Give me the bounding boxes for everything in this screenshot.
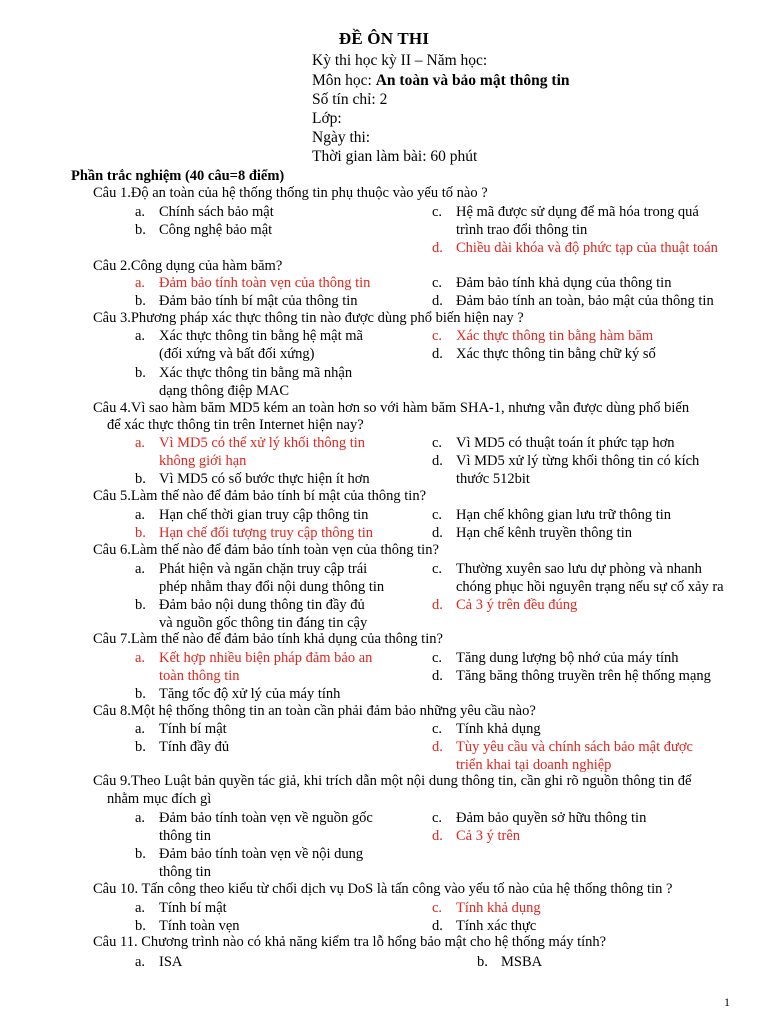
option-text: Đảm bảo tính an toàn, bảo mật của thông tin xyxy=(456,293,714,309)
option-text: Tính bí mật xyxy=(159,900,227,916)
option-letter: d. xyxy=(432,918,443,934)
option-letter: a. xyxy=(135,204,146,220)
question-text: Câu 3.Phương pháp xác thực thông tin nào được dùng phổ biến hiện nay ? xyxy=(93,310,524,326)
option-text: Đảm bảo tính khả dụng của thông tin xyxy=(456,275,672,291)
option-text: Vì MD5 xử lý từng khối thông tin có kích thước 512bit xyxy=(456,453,700,487)
question-text: Câu 5.Làm thế nào để đảm bảo tính bí mật của thông tin? xyxy=(93,488,427,504)
option-letter: b. xyxy=(135,846,146,862)
document-title: ĐỀ ÔN THI xyxy=(338,29,430,48)
option-letter: b. xyxy=(477,954,488,970)
option-letter: c. xyxy=(432,275,443,291)
option-text: Vì MD5 có thể xử lý khối thông tin không giới hạn xyxy=(159,435,366,469)
option-text: Cả 3 ý trên xyxy=(456,828,521,844)
option-text: Tính khả dụng xyxy=(456,721,541,737)
option-letter: a. xyxy=(135,721,146,737)
option-letter: a. xyxy=(135,561,146,577)
option-text: Hạn chế đối tượng truy cập thông tin xyxy=(159,525,374,541)
option-text: Phát hiện và ngăn chặn truy cập trái phép nhằm thay đổi nội dung thông tin xyxy=(159,561,385,595)
option-letter: d. xyxy=(432,453,443,469)
option-text: Tăng dung lượng bộ nhớ của máy tính xyxy=(456,650,679,666)
option-text: Công nghệ bảo mật xyxy=(159,222,273,238)
date-line: Ngày thi: xyxy=(312,129,371,146)
option-text: Tăng băng thông truyền trên hệ thống mạng xyxy=(456,668,711,684)
question-text: Câu 11. Chương trình nào có khả năng kiểm tra lỗ hổng bảo mật cho hệ thống máy tính? xyxy=(93,934,607,950)
option-letter: d. xyxy=(432,668,443,684)
option-text: Đảm bảo tính bí mật của thông tin xyxy=(159,293,358,309)
option-letter: b. xyxy=(135,525,146,541)
option-text: Xác thực thông tin bằng hàm băm xyxy=(456,328,654,344)
exam-info: Kỳ thi học kỳ II – Năm học: xyxy=(312,52,488,69)
option-letter: b. xyxy=(135,686,146,702)
question-text: Câu 1.Độ an toàn của hệ thống thống tin phụ thuộc vào yếu tố nào ? xyxy=(93,185,488,201)
option-text: Vì MD5 có số bước thực hiện ít hơn xyxy=(159,471,370,487)
option-letter: a. xyxy=(135,435,146,451)
option-text: Vì MD5 có thuật toán ít phức tạp hơn xyxy=(456,435,675,451)
option-text: Thường xuyên sao lưu dự phòng và nhanh chóng phục hồi nguyên trạng nếu sự cố xảy ra xyxy=(456,561,724,595)
option-letter: d. xyxy=(432,525,443,541)
question-text: Câu 6.Làm thế nào để đảm bảo tính toàn vẹn của thông tin? xyxy=(93,542,439,558)
option-letter: c. xyxy=(432,435,443,451)
option-text: Tính đầy đủ xyxy=(159,739,230,755)
option-letter: c. xyxy=(432,561,443,577)
subject-label: Môn học: xyxy=(312,72,376,89)
subject-value: An toàn và bảo mật thông tin xyxy=(375,72,570,89)
option-letter: c. xyxy=(432,721,443,737)
option-text: Cả 3 ý trên đều đúng xyxy=(456,597,578,613)
question-text-continued: để xác thực thông tin trên Internet hiện nay? xyxy=(107,417,364,433)
option-text: Tính xác thực xyxy=(456,918,537,934)
option-text: Xác thực thông tin bằng mã nhận dạng thông điệp MAC xyxy=(159,365,353,399)
option-letter: d. xyxy=(432,597,443,613)
question-text: Câu 2.Công dụng của hàm băm? xyxy=(93,258,283,274)
subject-line xyxy=(312,71,570,91)
question-text: Câu 8.Một hệ thống thông tin an toàn cần phải đảm bảo những yêu cầu nào? xyxy=(93,703,536,719)
option-letter: c. xyxy=(432,900,443,916)
option-letter: d. xyxy=(432,739,443,755)
question-text: Câu 7.Làm thế nào để đảm bảo tính khả dụng của thông tin? xyxy=(93,631,443,647)
option-letter: b. xyxy=(135,293,146,309)
option-letter: d. xyxy=(432,240,443,256)
option-letter: b. xyxy=(135,471,146,487)
section-title: Phần trắc nghiệm (40 câu=8 điểm) xyxy=(71,168,285,184)
question-text: Câu 10. Tấn công theo kiểu từ chối dịch vụ DoS là tấn công vào yếu tố nào của hệ thống thông tin ? xyxy=(93,881,673,897)
option-letter: c. xyxy=(432,650,443,666)
option-letter: a. xyxy=(135,328,146,344)
question-text-continued: nhằm mục đích gì xyxy=(107,791,212,807)
class-line: Lớp: xyxy=(312,110,342,127)
option-text: Đảm bảo tính toàn vẹn của thông tin xyxy=(159,275,371,291)
option-letter: c. xyxy=(432,810,443,826)
option-letter: b. xyxy=(135,597,146,613)
option-letter: b. xyxy=(135,918,146,934)
option-letter: a. xyxy=(135,810,146,826)
option-text: Tùy yêu cầu và chính sách bảo mật được triển khai tại doanh nghiệp xyxy=(456,739,693,773)
option-letter: c. xyxy=(432,328,443,344)
option-text: Đảm bảo tính toàn vẹn về nguồn gốc thông tin xyxy=(159,810,373,844)
option-text: Chiều dài khóa và độ phức tạp của thuật toán xyxy=(456,240,718,256)
page-number: 1 xyxy=(724,995,730,1009)
option-text: Tăng tốc độ xử lý của máy tính xyxy=(159,686,341,702)
question-text: Câu 9.Theo Luật bản quyền tác giả, khi trích dẫn một nội dung thông tin, cần ghi rõ nguồn thông tin để xyxy=(93,773,692,789)
option-text: Đảm bảo tính toàn vẹn về nội dung thông tin xyxy=(159,846,364,880)
option-letter: c. xyxy=(432,507,443,523)
option-text: Hạn chế thời gian truy cập thông tin xyxy=(159,507,369,523)
option-text: ISA xyxy=(159,954,183,970)
option-text: Hệ mã được sử dụng để mã hóa trong quá trình trao đổi thông tin xyxy=(456,204,699,238)
option-letter: b. xyxy=(135,739,146,755)
question-text: Câu 4.Vì sao hàm băm MD5 kém an toàn hơn so với hàm băm SHA-1, nhưng vẫn được dùng phổ biến xyxy=(93,400,690,416)
option-text: Đảm bảo quyền sở hữu thông tin xyxy=(456,810,647,826)
option-text: Xác thực thông tin bằng hệ mật mã (đối xứng và bất đối xứng) xyxy=(159,328,363,362)
option-letter: a. xyxy=(135,275,146,291)
option-letter: d. xyxy=(432,346,443,362)
option-letter: b. xyxy=(135,222,146,238)
duration-line: Thời gian làm bài: 60 phút xyxy=(312,148,478,165)
option-text: Hạn chế không gian lưu trữ thông tin xyxy=(456,507,672,523)
option-letter: a. xyxy=(135,900,146,916)
option-letter: d. xyxy=(432,293,443,309)
option-text: Xác thực thông tin bằng chữ ký số xyxy=(456,346,656,362)
option-text: Đảm bảo nội dung thông tin đầy đủ và nguồn gốc thông tin đáng tin cậy xyxy=(159,597,368,631)
option-text: Chính sách bảo mật xyxy=(159,204,274,220)
option-letter: a. xyxy=(135,507,146,523)
option-letter: a. xyxy=(135,650,146,666)
option-text: Tính toàn vẹn xyxy=(159,918,240,934)
option-letter: a. xyxy=(135,954,146,970)
option-text: MSBA xyxy=(501,954,543,970)
option-letter: d. xyxy=(432,828,443,844)
option-text: Tính khả dụng xyxy=(456,900,541,916)
option-text: Hạn chế kênh truyền thông tin xyxy=(456,525,632,541)
option-letter: c. xyxy=(432,204,443,220)
option-letter: b. xyxy=(135,365,146,381)
credits-line: Số tín chỉ: 2 xyxy=(312,91,388,108)
option-text: Tính bí mật xyxy=(159,721,227,737)
option-text: Kết hợp nhiều biện pháp đảm bảo an toàn thông tin xyxy=(159,650,373,684)
